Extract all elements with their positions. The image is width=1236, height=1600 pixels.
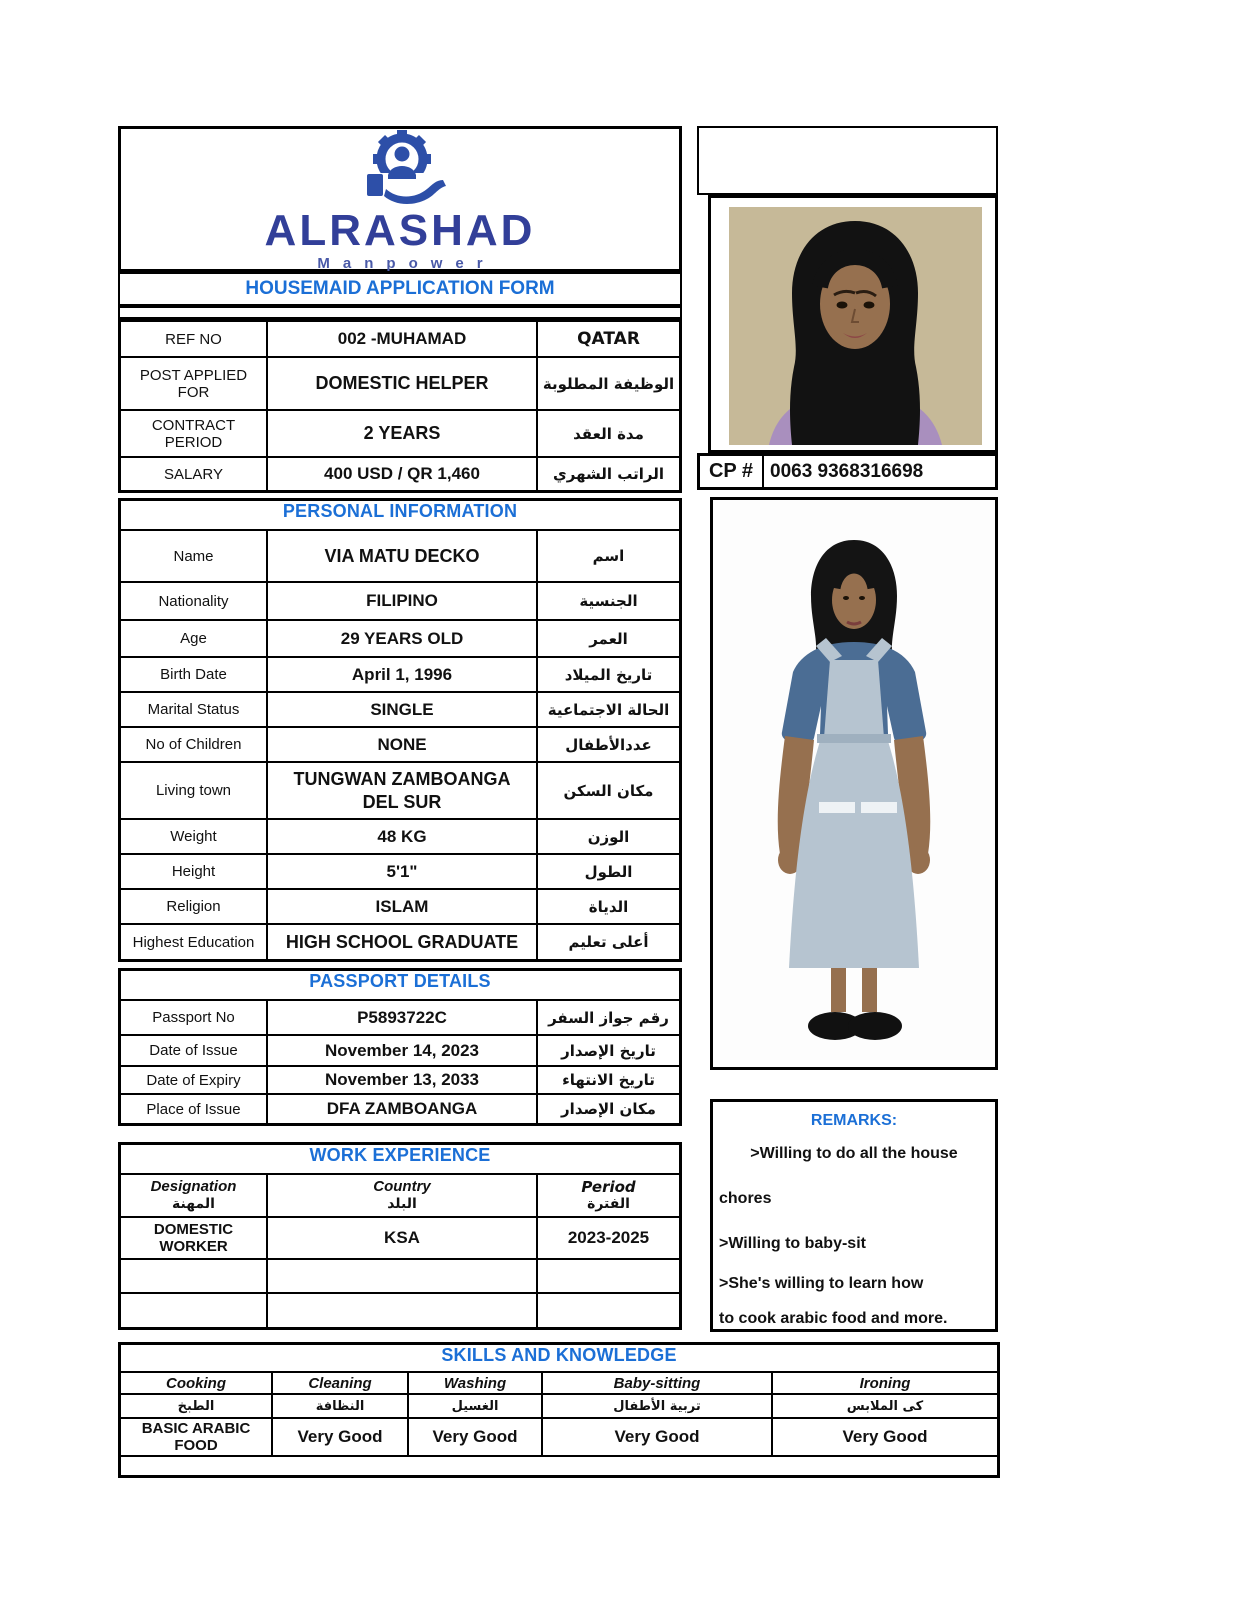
remarks-title: REMARKS: xyxy=(810,1112,898,1129)
table-row xyxy=(121,1034,679,1065)
skill-header-arabic: النظافة xyxy=(271,1395,407,1417)
field-arabic: اسم xyxy=(592,547,625,565)
field-value: 2 YEARS xyxy=(266,411,538,456)
field-arabic: أعلى تعليم xyxy=(568,933,649,951)
field-value: NONE xyxy=(266,728,538,761)
table-row xyxy=(121,1292,679,1327)
table-row xyxy=(121,999,679,1034)
field-value: VIA MATU DECKO xyxy=(266,531,538,581)
table-row xyxy=(121,1065,679,1093)
column-header-en: Period xyxy=(581,1178,636,1197)
remarks-box xyxy=(710,1099,998,1332)
column-header-en: Country xyxy=(373,1178,431,1196)
skill-value: Very Good xyxy=(541,1419,771,1455)
field-value: HIGH SCHOOL GRADUATE xyxy=(266,925,538,959)
field-label: Date of Issue xyxy=(149,1042,238,1059)
remarks-line: >Willing to do all the house xyxy=(750,1145,958,1162)
table-row xyxy=(121,853,679,888)
cp-value: 0063 9368316698 xyxy=(770,460,924,482)
work-designation: DOMESTIC WORKER xyxy=(153,1221,234,1255)
field-value: ISLAM xyxy=(266,890,538,923)
skill-value: BASIC ARABIC FOOD xyxy=(141,1420,251,1454)
spacer-row xyxy=(118,306,682,319)
field-label: Birth Date xyxy=(160,666,227,683)
logo-box xyxy=(118,126,682,272)
field-label: POST APPLIED FOR xyxy=(139,366,248,401)
field-arabic: الراتب الشهري xyxy=(553,465,664,483)
skill-header-arabic: الطبخ xyxy=(177,1398,215,1414)
skill-header: Cleaning xyxy=(271,1373,407,1393)
table-row xyxy=(121,818,679,853)
skills-value-row xyxy=(121,1417,997,1455)
table-row xyxy=(121,581,679,619)
field-arabic: رقم جواز السفر xyxy=(548,1008,669,1027)
field-value: SINGLE xyxy=(266,693,538,726)
work-period: 2023-2025 xyxy=(567,1228,650,1247)
skills-empty-row xyxy=(121,1455,997,1475)
section-title: PERSONAL INFORMATION xyxy=(282,501,518,521)
personal-information-table xyxy=(118,498,682,962)
field-label: Weight xyxy=(170,828,217,845)
table-row xyxy=(121,656,679,691)
table-row xyxy=(121,356,679,409)
remarks-line: >Willing to baby-sit xyxy=(719,1235,866,1253)
table-row xyxy=(121,1258,679,1292)
work-country: KSA xyxy=(266,1218,538,1258)
top-right-empty-cell xyxy=(697,126,998,195)
cp-number-row xyxy=(697,453,998,490)
table-row xyxy=(121,456,679,490)
cp-label: CP # xyxy=(700,456,764,487)
column-header-ar: الفترة xyxy=(587,1196,630,1213)
work-period xyxy=(538,1294,679,1327)
field-value: P5893722C xyxy=(266,1001,538,1034)
logo-brand-text: ALRASHAD xyxy=(264,206,536,255)
field-value: 29 YEARS OLD xyxy=(266,621,538,656)
table-row xyxy=(121,726,679,761)
table-row xyxy=(121,761,679,818)
field-value: 400 USD / QR 1,460 xyxy=(266,458,538,490)
field-arabic: الجنسية xyxy=(579,592,638,610)
field-label: Name xyxy=(173,547,214,565)
field-arabic: عددالأطفال xyxy=(565,735,652,754)
table-row xyxy=(121,1093,679,1123)
remarks-line: to cook arabic food and more. xyxy=(719,1309,948,1327)
field-value: DOMESTIC HELPER xyxy=(266,358,538,409)
field-label: Height xyxy=(171,863,216,880)
skill-header-arabic: الغسيل xyxy=(407,1395,541,1417)
headshot-photo-frame xyxy=(708,195,998,453)
skill-header: Cooking xyxy=(166,1374,226,1392)
work-period xyxy=(538,1260,679,1292)
table-row xyxy=(121,691,679,726)
skills-arabic-row xyxy=(121,1393,997,1417)
table-row xyxy=(121,529,679,581)
applicant-headshot-photo xyxy=(729,207,982,445)
field-label: Living town xyxy=(155,782,232,799)
field-arabic: الحالة الاجتماعية xyxy=(547,700,670,719)
skill-header: Washing xyxy=(407,1373,541,1393)
field-arabic: QATAR xyxy=(577,329,640,349)
skills-header-row xyxy=(121,1371,997,1393)
field-arabic: الطول xyxy=(584,862,633,881)
table-row xyxy=(121,1216,679,1258)
field-value: November 14, 2023 xyxy=(266,1036,538,1065)
work-country xyxy=(266,1260,538,1292)
field-value: April 1, 1996 xyxy=(266,658,538,691)
field-label: Passport No xyxy=(152,1009,235,1026)
table-row xyxy=(121,619,679,656)
field-arabic: العمر xyxy=(589,629,628,648)
gear-person-hand-icon xyxy=(334,129,466,213)
skill-header-arabic: تربية الأطفال xyxy=(541,1395,771,1417)
field-arabic: تاريخ الميلاد xyxy=(564,665,653,684)
work-country xyxy=(266,1294,538,1327)
work-experience-table xyxy=(118,1142,682,1330)
table-row xyxy=(121,888,679,923)
field-value: 5'1" xyxy=(266,855,538,888)
logo-subbrand-text: Manpower xyxy=(317,255,496,272)
field-arabic: تاريخ الانتهاء xyxy=(562,1071,655,1089)
skills-table xyxy=(118,1342,1000,1478)
field-label: SALARY xyxy=(164,465,223,483)
field-label: Place of Issue xyxy=(146,1100,241,1118)
field-value: 48 KG xyxy=(266,820,538,853)
section-title: PASSPORT DETAILS xyxy=(309,971,491,991)
field-label: Marital Status xyxy=(147,701,240,718)
skill-value: Very Good xyxy=(271,1419,407,1455)
field-label: No of Children xyxy=(145,736,242,753)
column-header-en: Designation xyxy=(150,1178,237,1196)
skill-header-arabic: كى الملابس xyxy=(771,1395,997,1417)
table-row xyxy=(121,322,679,356)
column-header xyxy=(538,1175,679,1216)
passport-details-table xyxy=(118,968,682,1126)
field-label: REF NO xyxy=(165,330,222,348)
field-label: Religion xyxy=(166,898,221,915)
field-label: Nationality xyxy=(158,592,229,610)
field-arabic: تاريخ الإصدار xyxy=(561,1041,656,1060)
work-designation xyxy=(121,1260,266,1292)
field-arabic: مكان السكن xyxy=(563,781,654,800)
skill-value: Very Good xyxy=(407,1419,541,1455)
field-arabic: الدياة xyxy=(588,897,629,916)
applicant-fullbody-photo xyxy=(713,500,995,1067)
table-row xyxy=(121,923,679,959)
section-title: SKILLS AND KNOWLEDGE xyxy=(441,1345,677,1365)
skill-header: Baby-sitting xyxy=(541,1373,771,1393)
skill-header: Ironing xyxy=(771,1373,997,1393)
field-arabic: الوزن xyxy=(587,827,630,846)
skill-value: Very Good xyxy=(771,1419,997,1455)
field-label: Date of Expiry xyxy=(146,1071,241,1089)
column-header-ar: البلد xyxy=(387,1196,417,1213)
field-label: Age xyxy=(180,630,207,647)
remarks-line: >She's willing to learn how xyxy=(719,1274,924,1292)
field-value: TUNGWAN ZAMBOANGA DEL SUR xyxy=(266,763,538,818)
field-value: FILIPINO xyxy=(266,583,538,619)
field-value: November 13, 2033 xyxy=(266,1067,538,1093)
table-row xyxy=(121,409,679,456)
field-arabic: مدة العقد xyxy=(573,424,644,443)
field-value: DFA ZAMBOANGA xyxy=(266,1095,538,1123)
table-header-row xyxy=(121,1173,679,1216)
column-header xyxy=(121,1175,266,1216)
section-title: WORK EXPERIENCE xyxy=(309,1145,491,1165)
column-header xyxy=(266,1175,538,1216)
field-value: 002 -MUHAMAD xyxy=(266,322,538,356)
field-arabic: الوظيفة المطلوبة xyxy=(542,374,675,393)
column-header-ar: المهنة xyxy=(172,1196,215,1213)
top-info-table xyxy=(118,319,682,493)
form-title: HOUSEMAID APPLICATION FORM xyxy=(118,272,682,306)
field-arabic: مكان الإصدار xyxy=(561,1100,656,1118)
work-designation xyxy=(121,1294,266,1327)
field-label: CONTRACT PERIOD xyxy=(151,416,236,451)
fullbody-photo-frame xyxy=(710,497,998,1070)
remarks-line: chores xyxy=(719,1190,772,1208)
field-label: Highest Education xyxy=(132,933,255,951)
